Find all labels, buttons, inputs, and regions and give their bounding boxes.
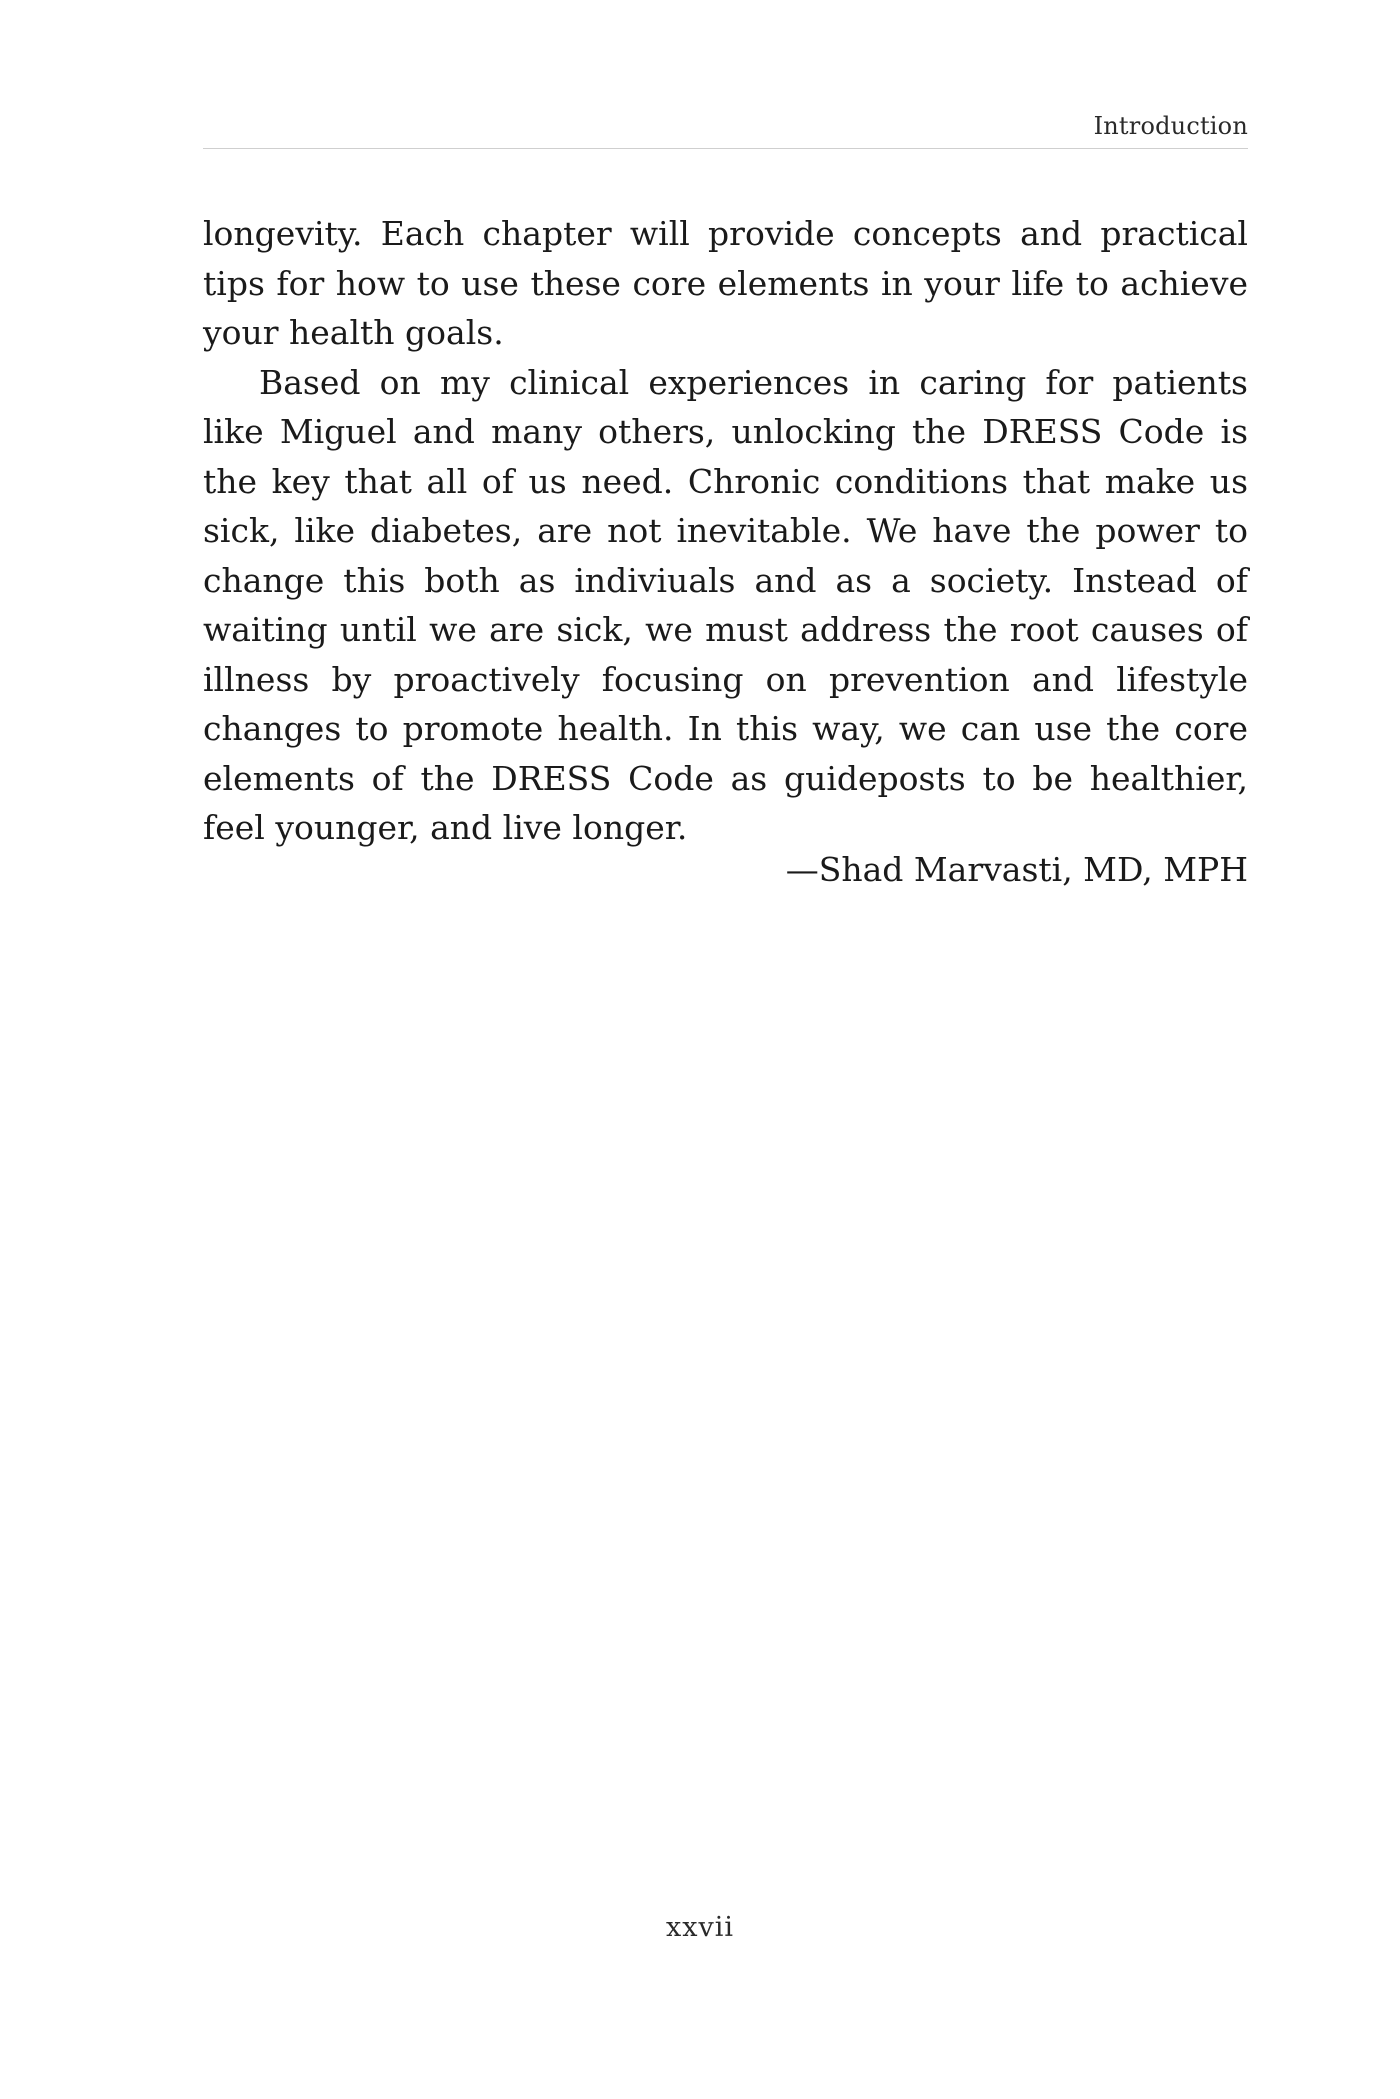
author-signature: —Shad Marvasti, MD, MPH [785,850,1248,889]
paragraph: Based on my clinical experiences in caring for patients like Miguel and many others, unlocking the DRESS Code is the key that all of us need. Chronic conditions that make us sick, like diabetes, are not inevitable. We have the power to change this both as indiviuals and as a society. Instead of waiting until we are sick, we must address the root causes of illness by proactively focusing on prevention and lifestyle changes to promote health. In this way, we can use the core elements of the DRESS Code as guideposts to be healthier, feel younger, and live longer. [203,362,1248,847]
running-head [203,108,1248,149]
running-head-title: Introduction [1093,112,1248,140]
page-number: xxvii [666,1912,734,1943]
body-text [203,209,1248,853]
paragraph-continuation: longevity. Each chapter will provide concepts and practical tips for how to use these core elements in your life to achieve your health goals. [203,214,1248,352]
